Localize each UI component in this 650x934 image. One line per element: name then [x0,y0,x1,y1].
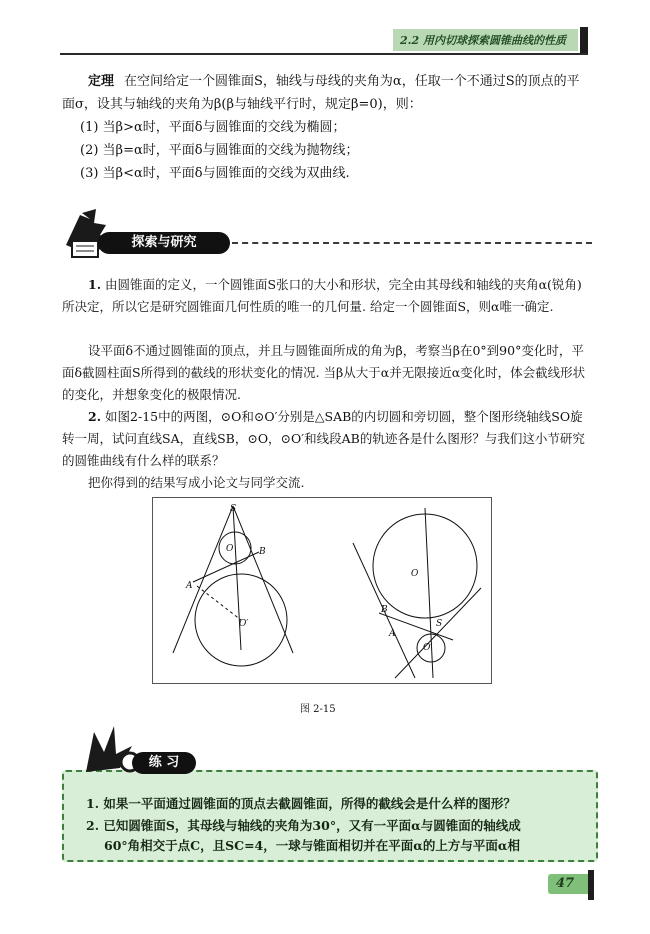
item-number: 1. [88,277,102,292]
label-O-prime: O′ [423,643,433,653]
theorem-label: 定理 [88,74,115,89]
label-S: S [436,619,443,629]
header-rule [60,53,588,55]
label-O: O [411,569,419,579]
exercise-title: 练 习 [132,752,196,774]
exercise-item-1: 1. 如果一平面通过圆锥面的顶点去截圆锥面，所得的截线会是什么样的图形？ [86,796,516,811]
exercise-item-2-cont: 60°角相交于点C，且SC=4，一球与锥面相切并在平面α的上方与平面α相 [104,838,520,853]
header-title: 2.2 用内切球探索圆锥曲线的性质 [400,34,566,47]
theorem-item-1: (1) 当β>α时，平面δ与圆锥面的交线为椭圆； [80,120,346,135]
figure-2-15 [152,497,492,684]
line-SA [395,588,481,678]
page-number: 47 [556,876,575,891]
cone-generator-left [173,506,233,653]
theorem-text: 在空间给定一个圆锥面S，轴线与母线的夹角为α，任取一个不通过S的顶点的平面σ，设其与轴线的夹角为β(β与轴线平行时，规定β=0)，则： [62,74,580,112]
section-paragraph-2: 设平面δ不通过圆锥面的顶点，并且与圆锥面所成的角为β，考察当β在0°到90°变化时，平面δ截圆柱面S所得到的截线的形状变化的情况. 当β从大于α并无限接近α变化时，体会截线形状的变化，并想象变化的极限情况. [62,343,586,402]
segment-AB [193,552,259,582]
section-text: 如图2-15中的两图，⊙O和⊙O′分别是△SAB的内切圆和旁切圆，整个图形绕轴线SO旋转一周，试问直线SA，直线SB，⊙O，⊙O′和线段AB的轨迹各是什么图形？与我们这小节研究的圆锥曲线有什么样的联系？ [62,409,585,468]
section-paragraph-4: 把你得到的结果写成小论文与同学交流. [88,475,305,490]
item-number: 2. [88,409,102,424]
exercise-item-2: 2. 已知圆锥面S，其母线与轴线的夹角为30°，又有一平面α与圆锥面的轴线成 [86,818,521,833]
section-text: 由圆锥面的定义，一个圆锥面S张口的大小和形状，完全由其母线和轴线的夹角α(锐角)所决定，所以它是研究圆锥面几何性质的唯一的几何量. 给定一个圆锥面S，则α唯一确定. [62,277,582,314]
theorem-intro [62,70,592,116]
large-circle [373,514,477,618]
label-O-prime: O′ [239,619,249,629]
theorem-item-3: (3) 当β<α时，平面δ与圆锥面的交线为双曲线. [80,166,350,181]
figure-caption: 图 2-15 [300,704,336,715]
section-divider [232,242,592,244]
label-A: A [389,629,396,639]
label-B: B [381,605,388,615]
label-S: S [230,504,237,514]
section-paragraph-3 [62,406,592,472]
cone-diagrams [153,498,491,683]
header-bar [580,27,588,55]
label-B: B [259,547,266,557]
label-A: A [186,581,193,591]
label-O: O [226,544,234,554]
section-paragraph-1 [62,274,592,318]
radius-dashed [197,586,241,620]
theorem-item-2: (2) 当β=α时，平面δ与圆锥面的交线为抛物线； [80,143,359,158]
section-title: 探索与研究 [98,232,230,254]
page-number-bar [588,870,594,900]
